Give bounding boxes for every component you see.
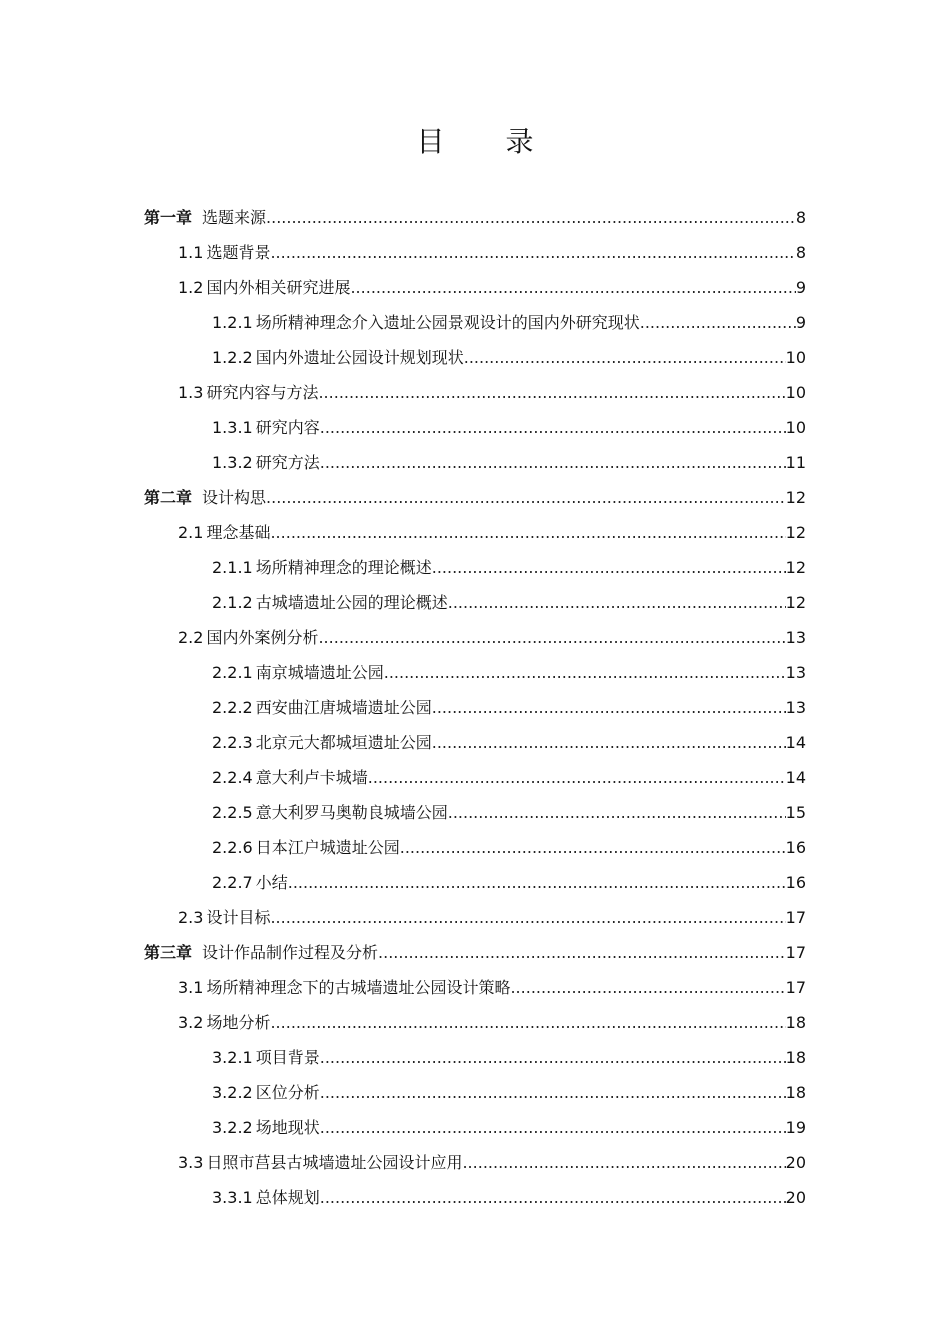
toc-entry-number: 1.2.2 <box>212 348 253 367</box>
toc-entry-title: 总体规划 <box>255 1188 320 1207</box>
toc-dot-leader <box>432 550 786 585</box>
toc-entry-2-2[interactable] <box>178 620 806 655</box>
toc-entry-title: 场所精神理念下的古城墙遗址公园设计策略 <box>206 978 511 997</box>
page-title: 目 录 <box>416 125 560 158</box>
toc-entry-number: 2.3 <box>178 908 204 927</box>
toc-entry-3-2-2b[interactable] <box>212 1110 806 1145</box>
toc-dot-leader <box>384 655 786 690</box>
toc-dot-leader <box>318 375 785 410</box>
toc-entry-1-1[interactable] <box>178 235 806 270</box>
toc-entry-number: 3.2 <box>178 1013 204 1032</box>
toc-page-number: 12 <box>785 488 806 507</box>
toc-dot-leader <box>350 270 795 305</box>
toc-dot-leader <box>270 515 785 550</box>
toc-entry-title: 场地现状 <box>255 1118 320 1137</box>
toc-entry-number: 2.1 <box>178 523 204 542</box>
toc-entry-2-2-6[interactable] <box>212 830 806 865</box>
toc-entry-chapter-2[interactable] <box>144 480 806 515</box>
toc-page-number: 14 <box>785 768 806 787</box>
toc-entry-1-3-1[interactable] <box>212 410 806 445</box>
toc-page-number: 12 <box>785 523 806 542</box>
toc-entry-number: 2.2.1 <box>212 663 253 682</box>
toc-page-number: 8 <box>795 243 806 262</box>
toc-entry-number: 1.2.1 <box>212 313 253 332</box>
toc-page-number: 14 <box>785 733 806 752</box>
toc-dot-leader <box>432 725 786 760</box>
toc-entry-title: 南京城墙遗址公园 <box>255 663 384 682</box>
toc-entry-title: 国内外相关研究进展 <box>206 278 351 297</box>
toc-entry-number: 2.2.2 <box>212 698 253 717</box>
toc-entry-number: 3.3 <box>178 1153 204 1172</box>
toc-entry-1-2-2[interactable] <box>212 340 806 375</box>
toc-page-number: 9 <box>795 313 806 332</box>
toc-entry-number: 第一章 <box>144 208 193 227</box>
toc-page-number: 8 <box>795 208 806 227</box>
toc-page-number: 10 <box>785 348 806 367</box>
toc-entry-3-2-2[interactable] <box>212 1075 806 1110</box>
toc-entry-title: 意大利罗马奥勒良城墙公园 <box>255 803 448 822</box>
toc-entry-title: 场地分析 <box>206 1013 271 1032</box>
toc-entry-2-1-2[interactable] <box>212 585 806 620</box>
toc-entry-title: 选题背景 <box>206 243 271 262</box>
toc-page-number: 18 <box>785 1048 806 1067</box>
toc-dot-leader <box>462 1145 785 1180</box>
toc-dot-leader <box>432 690 786 725</box>
toc-dot-leader <box>464 340 786 375</box>
toc-entry-number: 2.2 <box>178 628 204 647</box>
toc-entry-number: 第二章 <box>144 488 193 507</box>
toc-page-number: 18 <box>785 1083 806 1102</box>
toc-dot-leader <box>320 1110 786 1145</box>
toc-entry-chapter-3[interactable] <box>144 935 806 970</box>
toc-entry-number: 2.2.4 <box>212 768 253 787</box>
toc-dot-leader <box>320 1180 786 1215</box>
toc-entry-title: 小结 <box>255 873 288 892</box>
toc-page-number: 18 <box>785 1013 806 1032</box>
toc-entry-title: 北京元大都城垣遗址公园 <box>255 733 432 752</box>
toc-dot-leader <box>320 1040 786 1075</box>
toc-entry-title: 选题来源 <box>202 208 267 227</box>
toc-dot-leader <box>270 235 795 270</box>
toc-entry-title: 西安曲江唐城墙遗址公园 <box>255 698 432 717</box>
toc-entry-number: 2.2.3 <box>212 733 253 752</box>
toc-dot-leader <box>266 200 796 235</box>
toc-entry-title: 区位分析 <box>255 1083 320 1102</box>
toc-dot-leader <box>400 830 786 865</box>
toc-entry-number: 1.3.1 <box>212 418 253 437</box>
toc-entry-title: 研究方法 <box>255 453 320 472</box>
toc-entry-3-1[interactable] <box>178 970 806 1005</box>
toc-entry-2-1-1[interactable] <box>212 550 806 585</box>
toc-entry-1-2[interactable] <box>178 270 806 305</box>
toc-entry-2-2-3[interactable] <box>212 725 806 760</box>
toc-entry-number: 1.2 <box>178 278 204 297</box>
toc-entry-number: 2.2.5 <box>212 803 253 822</box>
toc-dot-leader <box>320 410 786 445</box>
toc-dot-leader <box>270 900 785 935</box>
toc-page-number: 17 <box>785 908 806 927</box>
toc-entry-number: 1.3 <box>178 383 204 402</box>
toc-dot-leader <box>368 760 786 795</box>
toc-entry-chapter-1[interactable] <box>144 200 806 235</box>
toc-entry-1-3[interactable] <box>178 375 806 410</box>
toc-entry-2-1[interactable] <box>178 515 806 550</box>
toc-entry-number: 2.1.1 <box>212 558 253 577</box>
toc-dot-leader <box>320 445 786 480</box>
toc-entry-title: 设计作品制作过程及分析 <box>202 943 379 962</box>
toc-entry-3-3-1[interactable] <box>212 1180 806 1215</box>
toc-entry-2-2-1[interactable] <box>212 655 806 690</box>
toc-entry-1-2-1[interactable] <box>212 305 806 340</box>
toc-dot-leader <box>640 305 796 340</box>
toc-dot-leader <box>378 935 786 970</box>
toc-entry-number: 2.1.2 <box>212 593 253 612</box>
toc-page-number: 11 <box>785 453 806 472</box>
toc-entry-title: 理念基础 <box>206 523 271 542</box>
toc-page-number: 10 <box>785 418 806 437</box>
toc-page-number: 9 <box>795 278 806 297</box>
toc-page-number: 20 <box>785 1153 806 1172</box>
toc-entry-title: 研究内容 <box>255 418 320 437</box>
toc-page-number: 12 <box>785 593 806 612</box>
toc-page-number: 13 <box>785 663 806 682</box>
toc-dot-leader <box>288 865 786 900</box>
toc-entry-number: 1.1 <box>178 243 204 262</box>
toc-entry-title: 设计目标 <box>206 908 271 927</box>
toc-entry-title: 场所精神理念的理论概述 <box>255 558 432 577</box>
toc-dot-leader <box>318 620 785 655</box>
toc-dot-leader <box>266 480 786 515</box>
toc-entry-2-2-7[interactable] <box>212 865 806 900</box>
toc-entry-title: 意大利卢卡城墙 <box>255 768 368 787</box>
toc-dot-leader <box>448 585 786 620</box>
toc-entry-number: 3.2.1 <box>212 1048 253 1067</box>
toc-page-number: 10 <box>785 383 806 402</box>
toc-entry-number: 1.3.2 <box>212 453 253 472</box>
toc-page-number: 19 <box>785 1118 806 1137</box>
toc-entry-number: 3.2.2 <box>212 1083 253 1102</box>
toc-dot-leader <box>320 1075 786 1110</box>
toc-entry-3-2[interactable] <box>178 1005 806 1040</box>
toc-page-number: 20 <box>785 1188 806 1207</box>
toc-entry-3-2-1[interactable] <box>212 1040 806 1075</box>
toc-entry-title: 国内外遗址公园设计规划现状 <box>255 348 464 367</box>
toc-entry-title: 国内外案例分析 <box>206 628 319 647</box>
toc-page-number: 13 <box>785 698 806 717</box>
toc-dot-leader <box>510 970 785 1005</box>
toc-entry-title: 设计构思 <box>202 488 267 507</box>
toc-entry-title: 日照市莒县古城墙遗址公园设计应用 <box>206 1153 463 1172</box>
toc-entry-number: 3.1 <box>178 978 204 997</box>
toc-entry-2-2-4[interactable] <box>212 760 806 795</box>
toc-entry-1-3-2[interactable] <box>212 445 806 480</box>
toc-dot-leader <box>270 1005 785 1040</box>
toc-entry-number: 3.2.2 <box>212 1118 253 1137</box>
toc-entry-title: 场所精神理念介入遗址公园景观设计的国内外研究现状 <box>255 313 640 332</box>
toc-entry-number: 3.3.1 <box>212 1188 253 1207</box>
toc-entry-title: 项目背景 <box>255 1048 320 1067</box>
toc-dot-leader <box>448 795 786 830</box>
toc-entry-2-3[interactable] <box>178 900 806 935</box>
toc-entry-title: 研究内容与方法 <box>206 383 319 402</box>
toc-entry-title: 日本江户城遗址公园 <box>255 838 400 857</box>
toc-page-number: 17 <box>785 943 806 962</box>
toc-page-number: 16 <box>785 838 806 857</box>
toc-page-number: 12 <box>785 558 806 577</box>
toc-entry-2-2-5[interactable] <box>212 795 806 830</box>
toc-page-number: 16 <box>785 873 806 892</box>
toc-page-number: 17 <box>785 978 806 997</box>
toc-entry-number: 第三章 <box>144 943 193 962</box>
toc-entry-2-2-2[interactable] <box>212 690 806 725</box>
toc-entry-number: 2.2.7 <box>212 873 253 892</box>
toc-page-number: 15 <box>785 803 806 822</box>
toc-entry-title: 古城墙遗址公园的理论概述 <box>255 593 448 612</box>
toc-entry-number: 2.2.6 <box>212 838 253 857</box>
toc-entry-3-3[interactable] <box>178 1145 806 1180</box>
toc-page-number: 13 <box>785 628 806 647</box>
